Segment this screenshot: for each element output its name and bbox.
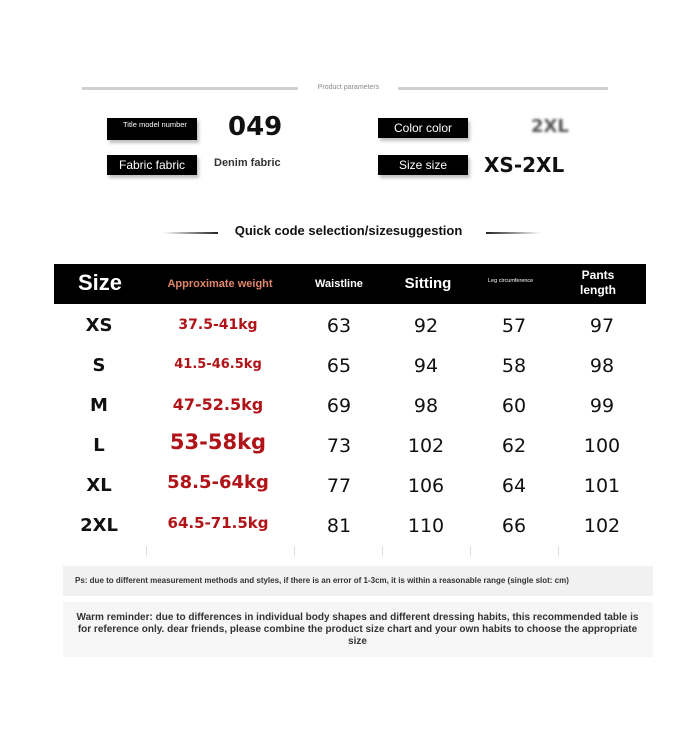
- reminder-text: Warm reminder: due to differences in individual body shapes and different dressing habits, this recommended table is for reference only. dear friends, please combine the product size chart and your own habits to choose the appropriate size: [76, 612, 639, 647]
- size-value: XS-2XL: [484, 153, 565, 177]
- table-row-weight: 37.5-41kg: [178, 317, 258, 333]
- header-weight: Approximate weight: [167, 278, 273, 290]
- table-row-length: 101: [583, 475, 621, 497]
- column-divider: [294, 546, 295, 556]
- header-size: Size: [77, 270, 123, 295]
- table-row-sitting: 92: [413, 315, 439, 337]
- table-row-leg: 60: [501, 395, 527, 417]
- table-row-size: L: [93, 435, 105, 456]
- header-pants-length: Pants length: [580, 268, 616, 297]
- table-row-sitting: 102: [407, 435, 445, 457]
- column-divider: [558, 546, 559, 556]
- table-row-sitting: 94: [413, 355, 439, 377]
- table-row-sitting: 98: [413, 395, 439, 417]
- table-row-size: S: [92, 355, 106, 376]
- title-model-value: 049: [228, 112, 283, 142]
- table-row-weight: 47-52.5kg: [172, 395, 264, 414]
- fabric-value: Denim fabric: [214, 157, 281, 169]
- table-row-sitting: 106: [407, 475, 445, 497]
- table-row-length: 100: [583, 435, 621, 457]
- table-row-length: 98: [589, 355, 615, 377]
- table-row-waist: 73: [326, 435, 352, 457]
- table-row-length: 102: [583, 515, 621, 537]
- table-row-weight: 41.5-46.5kg: [174, 357, 262, 372]
- table-row-weight: 58.5-64kg: [167, 472, 269, 493]
- table-row-waist: 69: [326, 395, 352, 417]
- section-title: Quick code selection/sizesuggestion: [234, 223, 463, 238]
- table-row-weight: 53-58kg: [169, 430, 267, 454]
- table-row-leg: 66: [501, 515, 527, 537]
- table-row-waist: 81: [326, 515, 352, 537]
- table-row-size: 2XL: [80, 515, 118, 536]
- table-row-waist: 77: [326, 475, 352, 497]
- table-row-leg: 58: [501, 355, 527, 377]
- table-row-waist: 65: [326, 355, 352, 377]
- table-row-leg: 57: [501, 315, 527, 337]
- column-divider: [146, 546, 147, 556]
- section-dash-right: [486, 232, 541, 234]
- header-leg: Leg circumference: [488, 278, 534, 284]
- page-title: Product parameters: [317, 84, 380, 91]
- table-row-size: M: [90, 395, 108, 416]
- table-row-length: 97: [589, 315, 615, 337]
- table-row-size: XL: [86, 475, 112, 496]
- table-row-weight: 64.5-71.5kg: [167, 514, 269, 532]
- color-tag: Color color: [378, 118, 468, 138]
- table-row-sitting: 110: [407, 515, 445, 537]
- header-waist: Waistline: [315, 278, 363, 290]
- table-row-size: XS: [85, 315, 113, 336]
- table-row-leg: 62: [501, 435, 527, 457]
- column-divider: [382, 546, 383, 556]
- fabric-tag: Fabric fabric: [107, 155, 197, 175]
- title-model-tag: Title model number: [107, 118, 197, 140]
- color-value: 2XL: [531, 116, 569, 137]
- table-row-length: 99: [589, 395, 615, 417]
- table-row-waist: 63: [326, 315, 352, 337]
- header-sitting: Sitting: [404, 275, 452, 292]
- table-row-leg: 64: [501, 475, 527, 497]
- size-tag: Size size: [378, 155, 468, 175]
- column-divider: [470, 546, 471, 556]
- measurement-note: Ps: due to different measurement methods and styles, if there is an error of 1-3cm, it is within a reasonable range (single slot: cm): [63, 566, 653, 596]
